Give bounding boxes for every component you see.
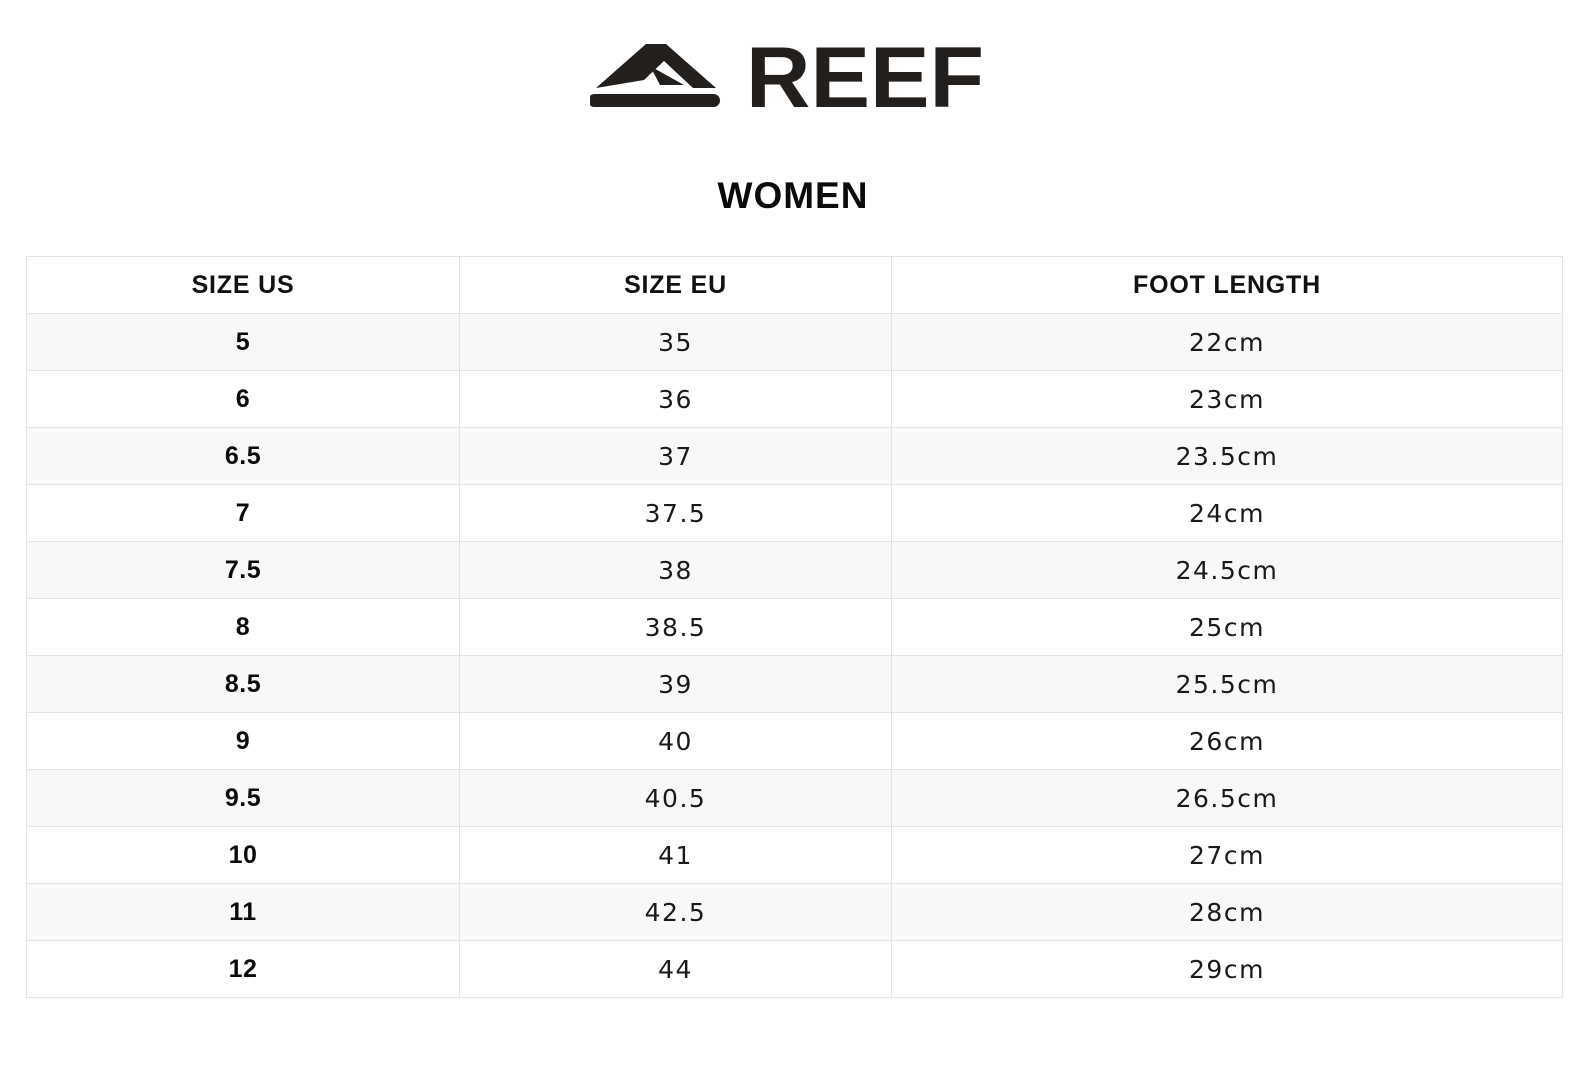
size-us-cell: 8 [27,599,460,656]
table-header-row [27,257,1563,314]
foot-length-cell: 24.5cm [892,542,1563,599]
header-size-us: SIZE US [27,257,460,314]
table-row [27,770,1563,827]
size-us-cell: 6 [27,371,460,428]
size-eu-cell: 35 [460,314,892,371]
size-chart-table [26,256,1563,998]
size-us-cell: 12 [27,941,460,998]
foot-length-cell: 29cm [892,941,1563,998]
size-eu-cell: 37 [460,428,892,485]
size-us-cell: 11 [27,884,460,941]
size-eu-cell: 42.5 [460,884,892,941]
size-eu-cell: 37.5 [460,485,892,542]
table-row [27,542,1563,599]
size-eu-cell: 36 [460,371,892,428]
size-eu-cell: 38 [460,542,892,599]
header-foot-length: FOOT LENGTH [892,257,1563,314]
table-row [27,599,1563,656]
size-eu-cell: 44 [460,941,892,998]
table-row [27,428,1563,485]
foot-length-cell: 23cm [892,371,1563,428]
table-row [27,371,1563,428]
foot-length-cell: 25.5cm [892,656,1563,713]
size-eu-cell: 39 [460,656,892,713]
foot-length-cell: 22cm [892,314,1563,371]
size-eu-cell: 38.5 [460,599,892,656]
foot-length-cell: 27cm [892,827,1563,884]
size-eu-cell: 40.5 [460,770,892,827]
foot-length-cell: 28cm [892,884,1563,941]
size-us-cell: 7 [27,485,460,542]
size-us-cell: 9.5 [27,770,460,827]
size-us-cell: 10 [27,827,460,884]
reef-logo [590,38,1000,114]
table-row [27,485,1563,542]
page-title: WOMEN [717,175,869,216]
size-us-cell: 5 [27,314,460,371]
size-us-cell: 6.5 [27,428,460,485]
brand-wordmark: REEF [746,38,984,114]
table-row [27,941,1563,998]
foot-length-cell: 25cm [892,599,1563,656]
table-row [27,713,1563,770]
table-row [27,314,1563,371]
foot-length-cell: 26.5cm [892,770,1563,827]
foot-length-cell: 24cm [892,485,1563,542]
size-us-cell: 7.5 [27,542,460,599]
foot-length-cell: 23.5cm [892,428,1563,485]
table-row [27,827,1563,884]
table-row [27,884,1563,941]
header-size-eu: SIZE EU [460,257,892,314]
table-row [27,656,1563,713]
size-eu-cell: 41 [460,827,892,884]
size-us-cell: 8.5 [27,656,460,713]
foot-length-cell: 26cm [892,713,1563,770]
size-eu-cell: 40 [460,713,892,770]
size-us-cell: 9 [27,713,460,770]
reef-wave-icon [590,44,720,107]
